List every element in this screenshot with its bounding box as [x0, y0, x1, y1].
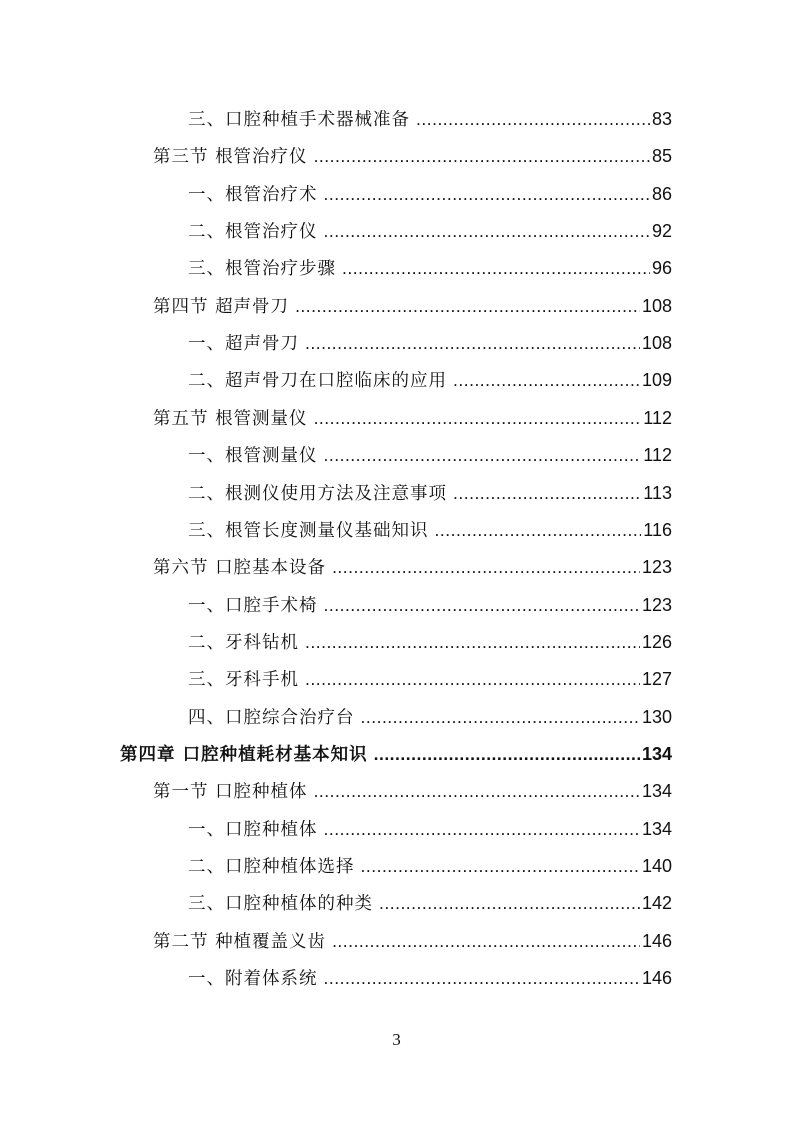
toc-entry-label: 一、口腔种植体 [188, 819, 318, 840]
toc-entry-item[interactable] [188, 176, 672, 213]
dot-leader [295, 288, 640, 325]
toc-entry-section[interactable] [153, 773, 672, 810]
toc-entry-label: 第一节 口腔种植体 [153, 782, 308, 803]
toc-entry-item[interactable] [188, 101, 672, 138]
toc-entry-page: 134 [641, 818, 672, 839]
dot-leader [361, 848, 640, 885]
toc-entry-page: 108 [641, 295, 672, 316]
dot-leader [324, 176, 650, 213]
dot-leader [324, 811, 640, 848]
toc-entry-page: 116 [643, 519, 672, 540]
toc-entry-chapter[interactable] [120, 736, 672, 773]
toc-entry-page: 112 [643, 445, 672, 466]
toc-entry-item[interactable] [188, 811, 672, 848]
toc-entry-item[interactable] [188, 960, 672, 997]
toc-entry-label: 一、超声骨刀 [188, 334, 299, 355]
toc-entry-label: 第二节 种植覆盖义齿 [153, 931, 327, 952]
toc-entry-label: 二、根测仪使用方法及注意事项 [188, 483, 447, 504]
dot-leader [324, 437, 642, 474]
toc-entry-label: 三、口腔种植体的种类 [188, 894, 373, 915]
toc-entry-section[interactable] [153, 138, 672, 175]
dot-leader [342, 250, 650, 287]
toc-entry-label: 一、根管测量仪 [188, 446, 318, 467]
toc-entry-page: 130 [641, 706, 672, 727]
toc-entry-label: 二、口腔种植体选择 [188, 857, 355, 877]
dot-leader [314, 400, 642, 437]
dot-leader [374, 736, 640, 773]
toc-entry-label: 四、口腔综合治疗台 [188, 707, 355, 728]
dot-leader [332, 549, 640, 586]
dot-leader [314, 138, 650, 175]
toc-entry-page: 92 [651, 221, 672, 242]
dot-leader [361, 699, 640, 736]
toc-entry-item[interactable] [188, 661, 672, 698]
toc-entry-label: 三、根管治疗步骤 [188, 259, 336, 280]
toc-entry-page: 146 [641, 968, 672, 989]
dot-leader [305, 624, 640, 661]
toc-entry-page: 83 [651, 109, 672, 129]
toc-entry-item[interactable] [188, 848, 672, 885]
dot-leader [332, 923, 640, 960]
toc-entry-page: 109 [641, 370, 672, 391]
dot-leader [435, 512, 642, 549]
dot-leader [305, 661, 640, 698]
toc-entry-page: 134 [641, 781, 672, 802]
toc-entry-label: 第三节 根管治疗仪 [153, 147, 308, 168]
toc-entry-label: 一、口腔手术椅 [188, 595, 318, 616]
toc-entry-item[interactable] [188, 624, 672, 661]
toc-entry-page: 123 [641, 557, 672, 578]
toc-entry-label: 第六节 口腔基本设备 [153, 558, 327, 579]
toc-entry-page: 134 [641, 743, 672, 764]
toc-entry-item[interactable] [188, 885, 672, 922]
toc-entry-item[interactable] [188, 512, 672, 549]
toc-entry-label: 三、口腔种植手术器械准备 [188, 110, 410, 130]
toc-entry-page: 85 [651, 146, 672, 167]
toc-entry-section[interactable] [153, 923, 672, 960]
dot-leader [379, 885, 640, 922]
toc-entry-item[interactable] [188, 437, 672, 474]
toc-entry-page: 113 [643, 482, 672, 503]
toc-entry-section[interactable] [153, 288, 672, 325]
toc-entry-label: 第五节 根管测量仪 [153, 408, 308, 429]
toc-entry-label: 第四节 超声骨刀 [153, 296, 290, 317]
toc-entry-label: 二、根管治疗仪 [188, 222, 318, 243]
toc-entry-label: 第四章 口腔种植耗材基本知识 [120, 744, 368, 765]
dot-leader [314, 773, 640, 810]
toc-entry-label: 三、牙科手机 [188, 670, 299, 691]
toc-entry-label: 一、附着体系统 [188, 969, 318, 990]
toc-entry-page: 108 [641, 333, 672, 354]
toc-entry-page: 140 [641, 856, 672, 876]
toc-entry-page: 127 [641, 669, 672, 690]
toc-entry-page: 126 [641, 631, 672, 652]
toc-entry-item[interactable] [188, 475, 672, 512]
toc-entry-page: 123 [641, 594, 672, 615]
toc-entry-item[interactable] [188, 325, 672, 362]
toc-entry-page: 112 [643, 407, 672, 428]
toc-entry-page: 96 [651, 258, 672, 279]
dot-leader [324, 213, 650, 250]
toc-entry-section[interactable] [153, 549, 672, 586]
toc-entry-label: 二、超声骨刀在口腔临床的应用 [188, 371, 447, 392]
toc-entry-item[interactable] [188, 213, 672, 250]
toc-entry-item[interactable] [188, 699, 672, 736]
toc-entry-item[interactable] [188, 362, 672, 399]
dot-leader [416, 101, 650, 138]
dot-leader [453, 475, 641, 512]
toc-entry-label: 一、根管治疗术 [188, 184, 318, 205]
toc-entry-page: 142 [641, 893, 672, 914]
toc-entry-item[interactable] [188, 587, 672, 624]
toc-entry-page: 86 [651, 183, 672, 204]
dot-leader [305, 325, 640, 362]
dot-leader [453, 362, 640, 399]
toc-entry-page: 146 [641, 930, 672, 951]
toc-entry-section[interactable] [153, 400, 672, 437]
toc-entry-item[interactable] [188, 250, 672, 287]
dot-leader [324, 960, 640, 997]
toc-entry-label: 三、根管长度测量仪基础知识 [188, 520, 429, 541]
dot-leader [324, 587, 640, 624]
page-number: 3 [392, 1030, 401, 1049]
toc-entry-label: 二、牙科钻机 [188, 632, 299, 653]
